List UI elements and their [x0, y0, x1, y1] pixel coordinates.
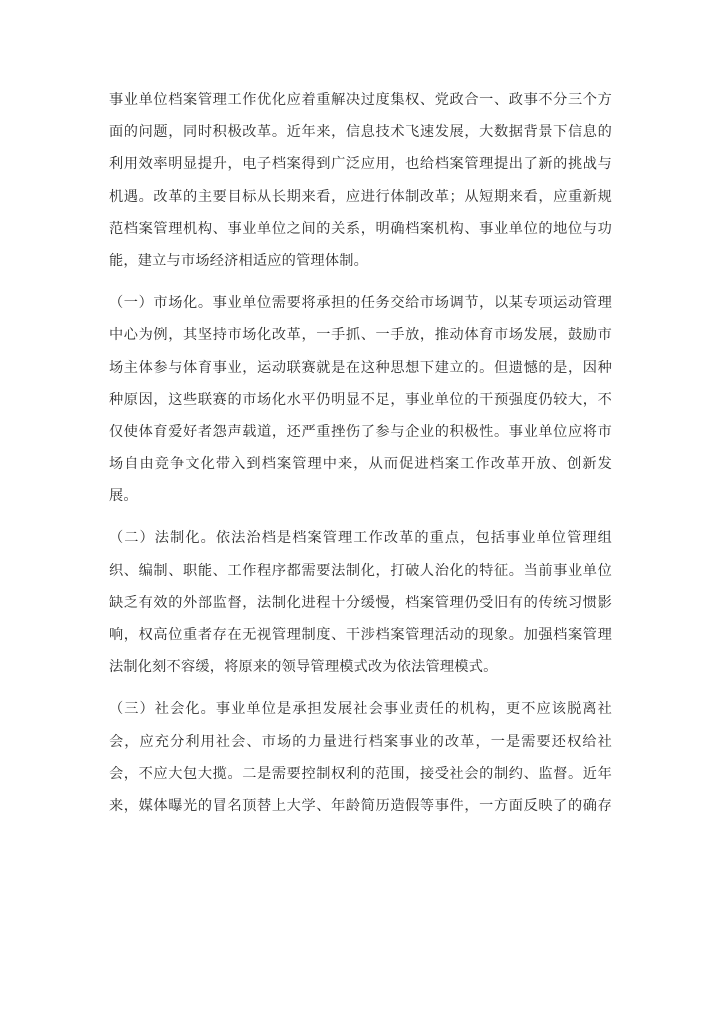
- text-line: 面的问题，同时积极改革。近年来，信息技术飞速发展，大数据背景下信息的: [109, 124, 612, 141]
- text-line: 展。: [109, 488, 138, 505]
- text-line: 机遇。改革的主要目标从长期来看，应进行体制改革；从短期来看，应重新规: [109, 188, 612, 205]
- document-body: [109, 84, 612, 822]
- text-line: 种原因，这些联赛的市场化水平仍明显不足，事业单位的干预强度仍较大，不: [109, 391, 612, 408]
- text-line: 响，权高位重者存在无视管理制度、干涉档案管理活动的现象。加强档案管理: [109, 627, 612, 643]
- paragraph-marketization: [109, 287, 612, 512]
- text-line: （二）法制化。依法治档是档案管理工作改革的重点，包括事业单位管理组: [109, 530, 612, 547]
- text-line: 中心为例，其坚持市场化改革，一手抓、一手放，推动体育市场发展，鼓励市: [109, 327, 612, 344]
- text-line: 仅使体育爱好者怨声载道，还严重挫伤了参与企业的积极性。事业单位应将市: [109, 423, 612, 440]
- paragraph-socialization: [109, 693, 612, 822]
- text-line: 事业单位档案管理工作优化应着重解决过度集权、党政合一、政事不分三个方: [109, 92, 612, 108]
- text-line: 织、编制、职能、工作程序都需要法制化，打破人治化的特征。当前事业单位: [109, 562, 612, 579]
- text-line: 来，媒体曝光的冒名顶替上大学、年龄简历造假等事件，一方面反映了的确存: [109, 797, 612, 814]
- text-line: 法制化刻不容缓，将原来的领导管理模式改为依法管理模式。: [109, 659, 498, 676]
- text-line: 缺乏有效的外部监督，法制化进程十分缓慢，档案管理仍受旧有的传统习惯影: [109, 594, 612, 611]
- text-line: 范档案管理机构、事业单位之间的关系，明确档案机构、事业单位的地位与功: [109, 220, 612, 237]
- text-line: 场自由竞争文化带入到档案管理中来，从而促进档案工作改革开放、创新发: [109, 456, 612, 473]
- paragraph-intro: [109, 84, 612, 277]
- text-line: 会，不应大包大揽。二是需要控制权利的范围，接受社会的制约、监督。近年: [109, 765, 612, 782]
- paragraph-legalization: [109, 522, 612, 683]
- text-line: （一）市场化。事业单位需要将承担的任务交给市场调节，以某专项运动管理: [109, 295, 612, 312]
- text-line: 会，应充分利用社会、市场的力量进行档案事业的改革，一是需要还权给社: [109, 733, 612, 750]
- text-line: （三）社会化。事业单位是承担发展社会事业责任的机构，更不应该脱离社: [109, 701, 612, 718]
- text-line: 利用效率明显提升，电子档案得到广泛应用，也给档案管理提出了新的挑战与: [109, 156, 612, 173]
- text-line: 能，建立与市场经济相适应的管理体制。: [109, 252, 368, 269]
- text-line: 场主体参与体育事业，运动联赛就是在这种思想下建立的。但遗憾的是，因种: [109, 359, 612, 376]
